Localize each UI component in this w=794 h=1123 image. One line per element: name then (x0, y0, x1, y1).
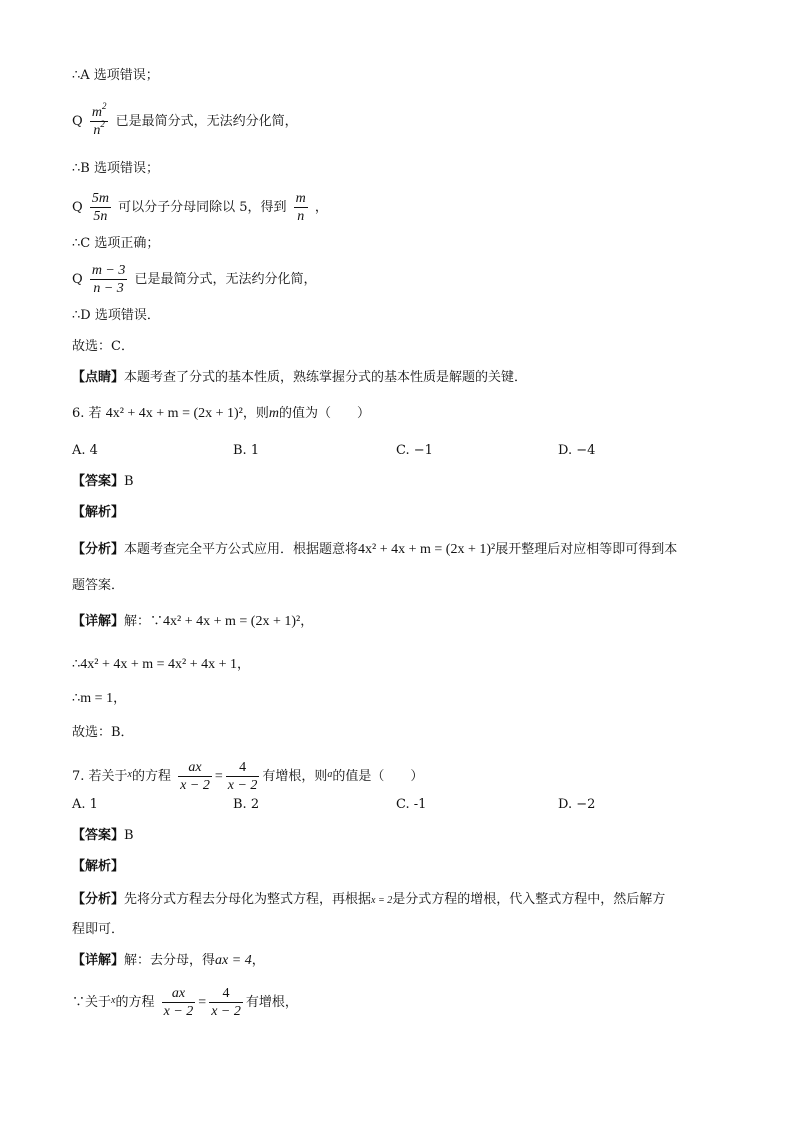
section-tag: 【点睛】 (72, 370, 125, 385)
line-text: 有增根，则 (262, 769, 328, 784)
line-text: ， (113, 691, 127, 706)
line-text: ，则 (242, 406, 269, 421)
text-line (72, 101, 298, 139)
text-line (72, 952, 265, 970)
section-tag: 【解析】 (72, 505, 125, 520)
equals-sign: = (214, 769, 223, 784)
fraction (90, 190, 111, 225)
text-line: ∴C 选项正确； (72, 236, 160, 251)
line-text: ， (251, 953, 265, 968)
text-line: ∴A 选项错误； (72, 68, 159, 83)
fraction-denominator: x − 2 (163, 1004, 194, 1019)
math-variable: x (127, 769, 132, 780)
line-text: 的方程 (115, 995, 155, 1010)
fraction-denominator: n (93, 123, 101, 138)
fraction-numerator: ax (178, 759, 212, 777)
text-line: ∴D 选项错误． (72, 308, 160, 323)
math-expression: 4x² + 4x + m = (2x + 1)² (105, 406, 243, 421)
line-text: ， (314, 200, 328, 215)
fraction (226, 759, 260, 794)
line-text: 有增根， (245, 995, 298, 1010)
fraction-numerator: m (91, 105, 102, 120)
therefore-symbol: ∴ (72, 657, 81, 672)
symbol-q: Q (72, 272, 83, 287)
therefore-symbol: ∴ (72, 691, 81, 706)
section-tag: 【分析】 (72, 892, 125, 907)
equals-sign: = (198, 995, 207, 1010)
fraction-numerator: 4 (209, 985, 243, 1003)
line-text: 已是最简分式，无法约分化简， (115, 114, 298, 129)
line-text: 展开整理后对应相等即可得到本 (495, 542, 678, 557)
section-tag: 【解析】 (72, 859, 125, 874)
line-text: ∵关于 (72, 995, 112, 1010)
fraction-denominator: n − 3 (93, 281, 124, 296)
choice-a: A. 1 (72, 797, 98, 812)
question-6 (72, 405, 370, 423)
text-line (72, 690, 126, 708)
line-text: 本题考查完全平方公式应用．根据题意将 (124, 542, 359, 557)
line-text: 是分式方程的增根，代入整式方程中，然后解方 (392, 892, 666, 907)
section-tag: 【详解】 (72, 614, 125, 629)
math-variable: x (111, 995, 116, 1006)
fraction (90, 101, 109, 139)
line-text: 的值是（ ） (332, 769, 424, 784)
choice-b: B. 1 (233, 443, 260, 458)
fraction-numerator: m − 3 (91, 263, 126, 278)
text-line: 程即可． (72, 922, 125, 937)
choice-a: A. 4 (72, 443, 98, 458)
text-line (72, 656, 250, 674)
math-variable: m (268, 406, 280, 421)
line-text: 先将分式方程去分母化为整式方程，再根据 (124, 892, 372, 907)
fraction-numerator: m (295, 191, 306, 206)
line-text: 解：去分母，得 (124, 953, 216, 968)
question-number: 7. 若关于 (72, 769, 128, 784)
question-number: 6. 若 (72, 406, 102, 421)
choice-b: B. 2 (233, 797, 260, 812)
exponent: 2 (100, 119, 105, 129)
choice-d: D. −4 (558, 443, 596, 458)
question-7 (72, 759, 423, 794)
line-text: 已是最简分式，无法约分化简， (134, 272, 317, 287)
fraction (294, 190, 308, 225)
fraction (162, 985, 196, 1020)
text-line: 故选：C． (72, 339, 134, 354)
choice-d: D. −2 (558, 797, 596, 812)
text-line (72, 190, 328, 225)
line-text: 本题考查了分式的基本性质，熟练掌握分式的基本性质是解题的关键． (124, 370, 528, 385)
line-text: ， (237, 657, 251, 672)
text-line (72, 369, 527, 387)
text-line: ∴B 选项错误； (72, 161, 159, 176)
line-text: 的方程 (132, 769, 172, 784)
text-line (72, 891, 665, 910)
section-tag: 【详解】 (72, 953, 125, 968)
math-expression: m = 1 (80, 691, 114, 706)
symbol-q: Q (72, 114, 83, 129)
text-line: 题答案． (72, 578, 125, 593)
answer-value: B (124, 474, 134, 489)
fraction (209, 985, 243, 1020)
text-line (72, 613, 313, 631)
fraction-denominator: n (297, 209, 305, 224)
fraction (178, 759, 212, 794)
text-line (72, 262, 317, 297)
symbol-q: Q (72, 200, 83, 215)
line-text: 可以分子分母同除以 5，得到 (118, 200, 287, 215)
text-line (72, 985, 298, 1020)
section-tag: 【答案】 (72, 828, 125, 843)
fraction (90, 262, 128, 297)
line-text: 的值为（ ） (279, 406, 371, 421)
fraction-denominator: x − 2 (180, 778, 210, 793)
fraction-numerator: 4 (226, 759, 260, 777)
answer-line (72, 827, 134, 845)
math-expression: 4x² + 4x + m = 4x² + 4x + 1 (80, 657, 238, 672)
text-line: 故选：B． (72, 725, 134, 740)
math-expression: 4x² + 4x + m = (2x + 1)² (358, 542, 496, 557)
text-line (72, 541, 677, 559)
answer-value: B (124, 828, 134, 843)
section-tag: 【分析】 (72, 542, 125, 557)
fraction-denominator: x − 2 (211, 1004, 241, 1019)
math-expression: 4x² + 4x + m = (2x + 1)² (163, 614, 301, 629)
choice-c: C. −1 (396, 443, 433, 458)
exponent: 2 (101, 101, 107, 111)
answer-line (72, 473, 134, 491)
line-text: ， (300, 614, 314, 629)
fraction-denominator: 5n (93, 209, 108, 224)
fraction-numerator: 5m (91, 191, 109, 206)
choice-c: C. -1 (396, 797, 427, 812)
math-expression: x = 2 (371, 895, 393, 906)
math-variable: a (327, 769, 333, 780)
fraction-numerator: ax (162, 985, 196, 1003)
section-tag: 【答案】 (72, 474, 125, 489)
math-expression: ax = 4 (215, 953, 252, 968)
fraction-denominator: x − 2 (227, 778, 258, 793)
line-text: 解：∵ (124, 614, 164, 629)
